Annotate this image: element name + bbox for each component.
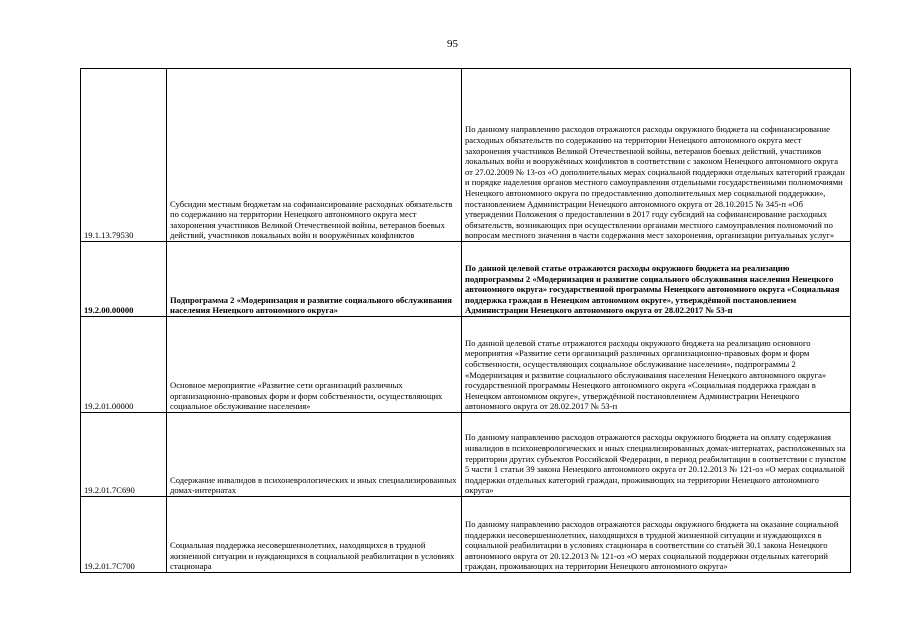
target-article-name: Социальная поддержка несовершеннолетних, находящихся в трудной жизненной ситуации и нуждающихся в социальной реабилитации в условиях стационара <box>167 497 462 573</box>
target-article-code: 19.2.01.7С700 <box>81 497 167 573</box>
target-article-code: 19.1.13.79530 <box>81 69 167 242</box>
target-article-description: По данному направлению расходов отражаются расходы окружного бюджета на оказание социальной поддержки несовершеннолетних, находящихся в трудной жизненной ситуации и нуждающихся в социальной реабилитации в условиях стационара в соответствии со статьёй 30.1 закона Ненецкого автономного округа от 20.12.2013 № 121-оз «О мерах социальной поддержки отдельных категорий граждан, проживающих на территории Ненецкого автономного округа» <box>462 497 851 573</box>
table-row <box>81 497 851 573</box>
table-row <box>81 317 851 413</box>
page-number: 95 <box>447 38 458 50</box>
target-article-description: По данному направлению расходов отражаются расходы окружного бюджета на оплату содержания инвалидов в психоневрологических и иных специализированных домах-интернатах, расположенных на территории других субъектов Российской Федерации, в период реабилитации в соответствии с пунктом 5 части 1 статьи 39 закона Ненецкого автономного округа от 20.12.2013 № 121-оз «О мерах социальной поддержки отдельных категорий граждан, проживающих на территории Ненецкого автономного округа» <box>462 413 851 497</box>
budget-classification-table <box>80 68 851 573</box>
target-article-name: Основное мероприятие «Развитие сети организаций различных организационно-правовых форм и форм собственности, осуществляющих социальное обслуживание населения» <box>167 317 462 413</box>
target-article-name: Подпрограмма 2 «Модернизация и развитие социального обслуживания населения Ненецкого автономного округа» <box>167 242 462 317</box>
table-row <box>81 242 851 317</box>
target-article-name: Содержание инвалидов в психоневрологических и иных специализированных домах-интернатах <box>167 413 462 497</box>
target-article-description: По данному направлению расходов отражаются расходы окружного бюджета на софинансирование расходных обязательств по содержанию на территории Ненецкого автономного округа мест захоронения участников Великой Отечественной войны, ветеранов боевых действий, участников локальных войн и вооружённых конфликтов в соответствии с законом Ненецкого автономного округа от 27.02.2009 № 13-оз «О дополнительных мерах социальной поддержки отдельных категорий граждан и порядке наделения органов местного самоуправления отдельными государственными полномочиями Ненецкого автономного округа по предоставлению дополнительных мер социальной поддержки», постановлением Администрации Ненецкого автономного округа от 28.10.2015 № 345-п «Об утверждении Положения о предоставлении в 2017 году субсидий на софинансирование расходных обязательств, возникающих при осуществлении органами местного самоуправления полномочий по вопросам местного значения в части содержания мест захоронения, организации ритуальных услуг» <box>462 69 851 242</box>
target-article-description: По данной целевой статье отражаются расходы окружного бюджета на реализацию основного мероприятия «Развитие сети организаций различных организационно-правовых форм и форм собственности, осуществляющих социальное обслуживание населения», подпрограммы 2 «Модернизация и развитие социального обслуживания населения Ненецкого автономного округа» государственной программы Ненецкого автономного округа «Социальная поддержка граждан в Ненецком автономном округе», утверждённой постановлением Администрации Ненецкого автономного округа от 28.02.2017 № 53-п <box>462 317 851 413</box>
target-article-description: По данной целевой статье отражаются расходы окружного бюджета на реализацию подпрограммы 2 «Модернизация и развитие социального обслуживания населения Ненецкого автономного округа» государственной программы Ненецкого автономного округа «Социальная поддержка граждан в Ненецком автономном округе», утверждённой постановлением Администрации Ненецкого автономного округа от 28.02.2017 № 53-п <box>462 242 851 317</box>
table-row <box>81 413 851 497</box>
target-article-code: 19.2.01.00000 <box>81 317 167 413</box>
target-article-name: Субсидии местным бюджетам на софинансирование расходных обязательств по содержанию на территории Ненецкого автономного округа мест захоронения участников Великой Отечественной войны, ветеранов боевых действий, участников локальных войн и вооружённых конфликтов <box>167 69 462 242</box>
target-article-code: 19.2.00.00000 <box>81 242 167 317</box>
target-article-code: 19.2.01.7С690 <box>81 413 167 497</box>
table-row <box>81 69 851 242</box>
